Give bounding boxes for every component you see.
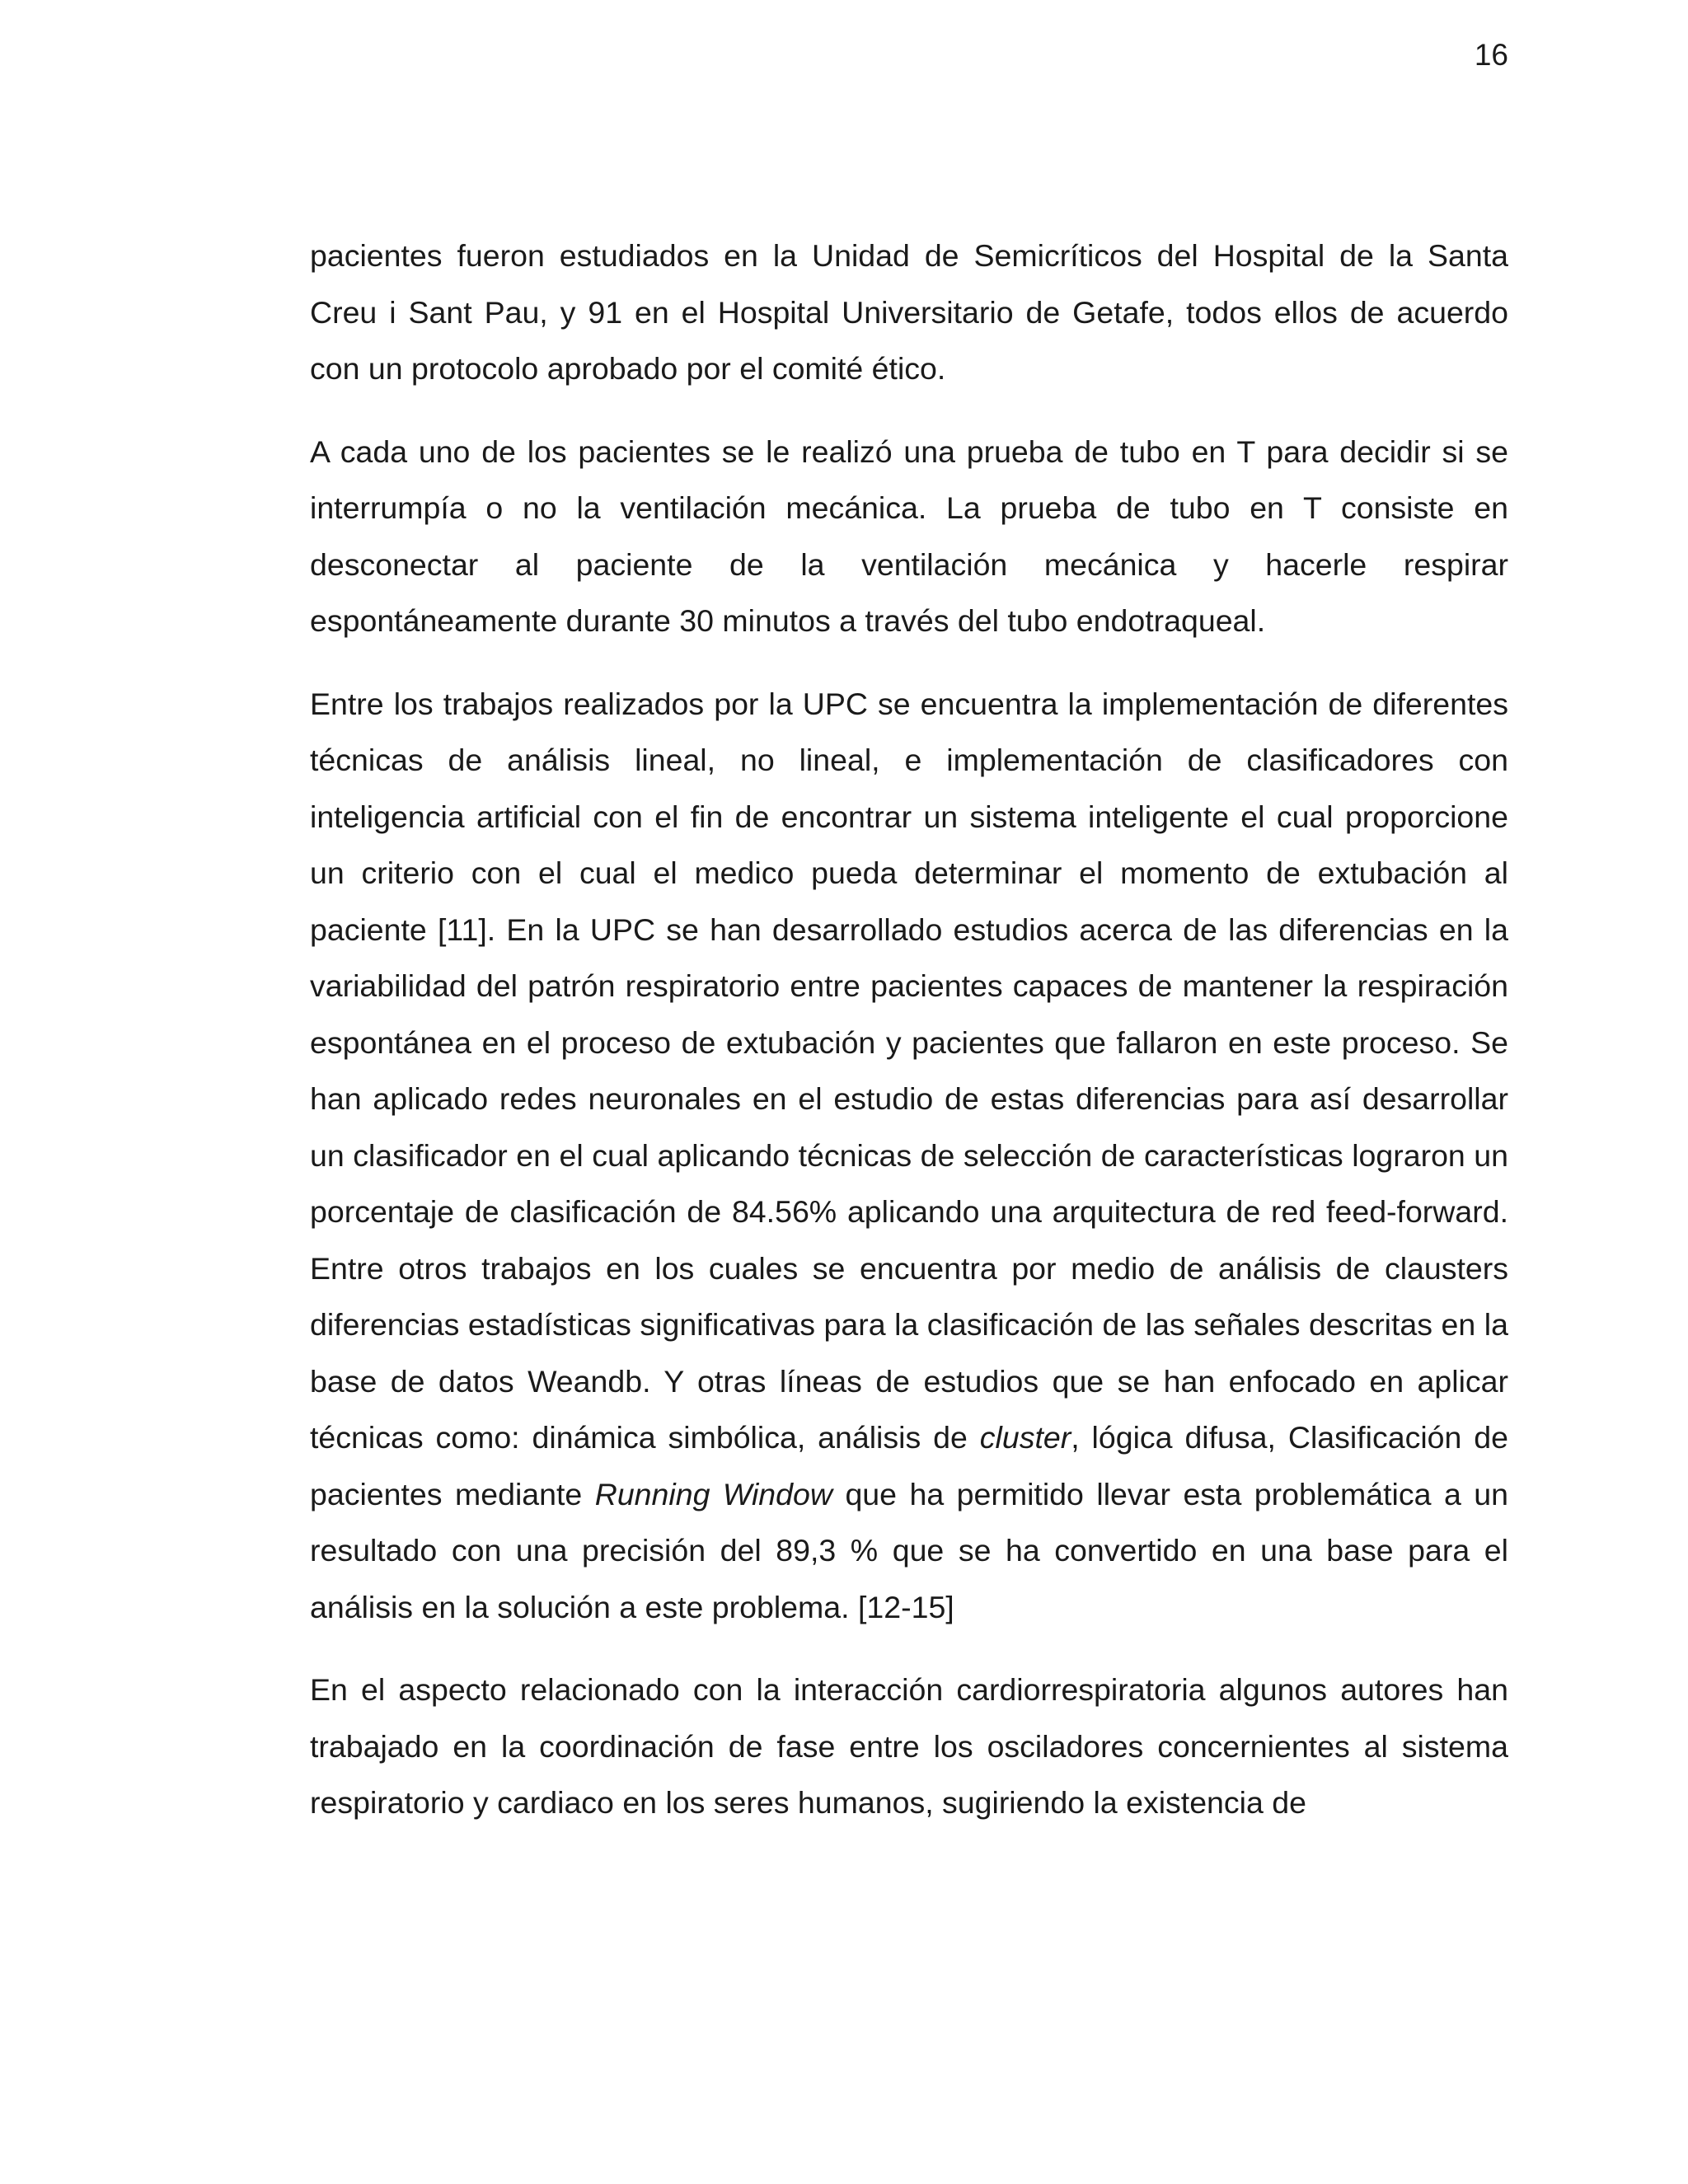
paragraph-3-text-b: , lógica difusa, Clasificación de pacientes mediante [310,1420,1508,1511]
italic-term-running-window: Running Window [594,1476,832,1511]
page-number: 16 [1474,38,1508,72]
italic-term-cluster: cluster [979,1420,1071,1455]
paragraph-3-text-c: que ha permitido llevar esta problemática a un resultado con una precisión del 89,3 % que se ha convertido en una base para el análisis en la solución a este problema. [12-15] [310,1476,1509,1624]
body-text [310,227,1508,1831]
paragraph-4: En el aspecto relacionado con la interacción cardiorrespiratoria algunos autores han trabajado en la coordinación de fase entre los osciladores concernientes al sistema respiratorio y cardiaco en los seres humanos, sugiriendo la existencia de [310,1672,1508,1820]
paragraph-3-text-a: Entre los trabajos realizados por la UPC se encuentra la implementación de diferentes técnicas de análisis lineal, no lineal, e implementación de clasificadores con inteligencia artificial con el fin de encontrar un sistema inteligente el cual proporcione un criterio con el cual el medico pueda determinar el momento de extubación al paciente [11]. En la UPC se han desarrollado estudios acerca de las diferencias en la variabilidad del patrón respiratorio entre pacientes capaces de mantener la respiración espontánea en el proceso de extubación y pacientes que fallaron en este proceso. Se han aplicado redes neuronales en el estudio de estas diferencias para así desarrollar un clasificador en el cual aplicando técnicas de selección de características lograron un porcentaje de clasificación de 84.56% aplicando una arquitectura de red feed-forward. Entre otros trabajos en los cuales se encuentra por medio de análisis de clausters diferencias estadísticas significativas para la clasificación de las señales descritas en la base de datos Weandb. Y otras líneas de estudios que se han enfocado en aplicar técnicas como: dinámica simbólica, análisis de [310,686,1508,1455]
paragraph-1: pacientes fueron estudiados en la Unidad de Semicríticos del Hospital de la Santa Creu i Sant Pau, y 91 en el Hospital Universitario de Getafe, todos ellos de acuerdo con un protocolo aprobado por el comité ético. [310,238,1508,386]
paragraph-2: A cada uno de los pacientes se le realizó una prueba de tubo en T para decidir si se interrumpía o no la ventilación mecánica. La prueba de tubo en T consiste en desconectar al paciente de la ventilación mecánica y hacerle respirar espontáneamente durante 30 minutos a través del tubo endotraqueal. [310,434,1508,638]
paragraph-3 [310,676,1508,1636]
